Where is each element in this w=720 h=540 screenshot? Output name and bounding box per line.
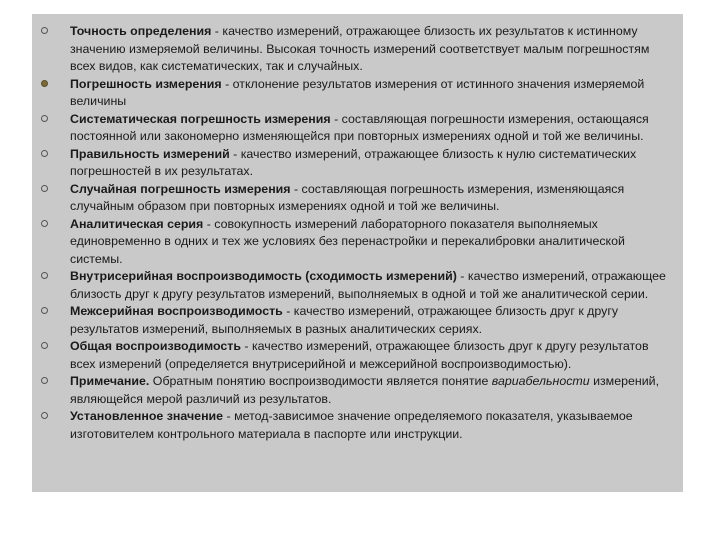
definition: - качество измерений, отражающее близость друг к другу результатов измерений, выполняемых в одной и той же аналитической серии.	[70, 269, 666, 301]
term: Аналитическая серия	[70, 216, 204, 231]
definition: - качество измерений, отражающее близость к нулю систематических погрешностей в их результатах.	[70, 146, 637, 178]
bullet-icon	[41, 220, 48, 227]
list-item	[32, 303, 683, 338]
definition: - качество измерений, отражающее близость друг к другу результатов всех измерений (определяется внутрисерийной и межсерийной воспроизводимостью).	[70, 339, 649, 371]
definition: - качество измерений, отражающее близость друг к другу результатов измерений, выполняемых в разных аналитических сериях.	[70, 304, 619, 336]
definitions-list	[32, 14, 683, 443]
list-item	[32, 146, 683, 181]
list-item	[32, 14, 683, 76]
bullet-icon	[41, 150, 48, 157]
bullet-icon	[41, 307, 48, 314]
definition: - качество измерений, отражающее близость их результатов к истинному значению измеряемой величины. Высокая точность измерений соответствует малым погрешностям всех видов, как систематических, так и случайных.	[70, 24, 650, 73]
emphasis: вариабельности	[491, 374, 590, 388]
term: Случайная погрешность измерения	[70, 181, 291, 196]
list-item	[32, 408, 683, 443]
term: Точность определения	[70, 24, 212, 38]
bullet-icon	[41, 115, 48, 122]
definition: - отклонение результатов измерения от истинного значения измеряемой величины	[70, 76, 645, 108]
list-item	[32, 76, 683, 111]
definition: - составляющая погрешность измерения, изменяющаяся случайным образом при повторных измерениях одной и той же величины.	[70, 181, 625, 213]
bullet-icon	[41, 342, 48, 349]
term: Внутрисерийная воспроизводимость (сходимость измерений)	[70, 269, 457, 283]
definition-part: Обратным понятию воспроизводимости является понятие	[149, 374, 492, 388]
term: Межсерийная воспроизводимость	[70, 304, 283, 318]
definition: - совокупность измерений лабораторного показателя выполняемых единовременно в одних и тех же условиях без перенастройки и перекалибровки аналитической системы.	[70, 216, 625, 266]
term: Погрешность измерения	[70, 76, 222, 91]
term: Систематическая погрешность измерения	[70, 111, 331, 126]
definition: - метод-зависимое значение определяемого показателя, указываемое изготовителем контрольного материала в паспорте или инструкции.	[70, 409, 633, 441]
bullet-icon	[41, 412, 48, 419]
bullet-icon	[41, 272, 48, 279]
list-item	[32, 338, 683, 373]
list-item	[32, 216, 683, 269]
list-item	[32, 181, 683, 216]
bullet-icon	[41, 80, 48, 87]
list-item	[32, 111, 683, 146]
bullet-icon	[41, 185, 48, 192]
term: Установленное значение	[70, 409, 224, 423]
definition-part: измерений, являющейся мерой различий из результатов.	[70, 374, 660, 406]
term: Примечание.	[70, 374, 150, 388]
bullet-icon	[41, 27, 48, 34]
list-item	[32, 268, 683, 303]
list-item	[32, 373, 683, 408]
term: Правильность измерений	[70, 146, 230, 161]
definition: - составляющая погрешности измерения, остающаяся постоянной или закономерно изменяющейся при повторных измерениях одной и той же величины.	[70, 111, 649, 143]
bullet-icon	[41, 377, 48, 384]
term: Общая воспроизводимость	[70, 339, 241, 353]
